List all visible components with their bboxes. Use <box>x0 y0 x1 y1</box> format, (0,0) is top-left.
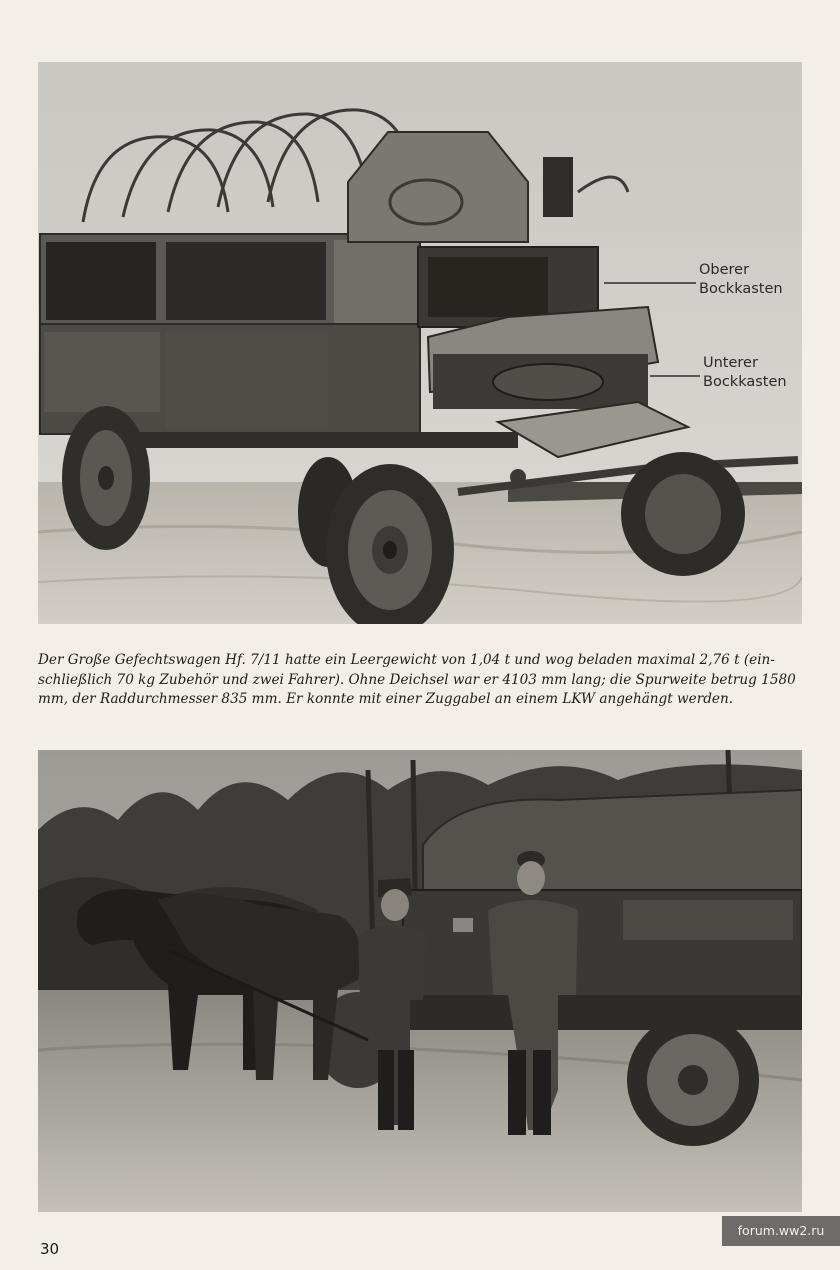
page-number: 30 <box>40 1240 60 1258</box>
soldiers-horses-photo <box>38 750 802 1212</box>
label-line: Oberer <box>699 262 750 278</box>
label-oberer-bockkasten <box>699 261 783 299</box>
label-line: Unterer <box>703 355 758 371</box>
caption-line: Der Große Gefechtswagen Hf. 7/11 hatte ein Leergewicht von 1,04 t und wog beladen maximal 2,76 t (ein- <box>38 652 775 668</box>
watermark: forum.ww2.ru <box>722 1216 840 1246</box>
caption-line: mm, der Raddurchmesser 835 mm. Er konnte mit einer Zuggabel an einem LKW angehängt werden. <box>38 691 734 707</box>
wagon-photo <box>38 62 802 624</box>
caption-line: schließlich 70 kg Zubehör und zwei Fahrer). Ohne Deichsel war er 4103 mm lang; die Spurweite betrug 1580 <box>38 671 796 688</box>
label-unterer-bockkasten <box>703 354 787 392</box>
figure-caption <box>38 651 802 710</box>
label-line: Bockkasten <box>703 374 787 390</box>
label-line: Bockkasten <box>699 281 783 297</box>
